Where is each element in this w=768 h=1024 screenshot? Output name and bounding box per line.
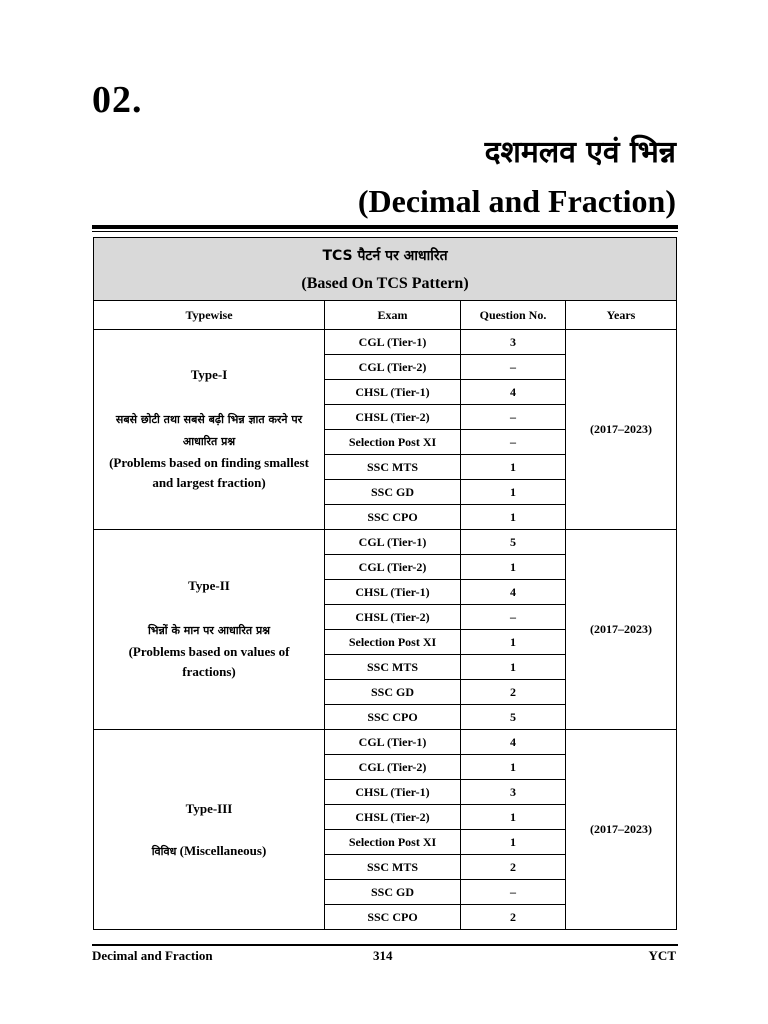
question-count-cell: 2 (461, 680, 566, 705)
exam-cell: SSC GD (325, 480, 461, 505)
table-body (94, 330, 677, 930)
type-label: Type-III (185, 800, 233, 816)
exam-cell: SSC CPO (325, 705, 461, 730)
footer-publisher: YCT (648, 948, 676, 963)
type-description-hindi: विविध (151, 844, 177, 858)
exam-cell: SSC CPO (325, 905, 461, 930)
question-count-cell: – (461, 430, 566, 455)
question-count-cell: 3 (461, 780, 566, 805)
exam-cell: CHSL (Tier-1) (325, 580, 461, 605)
question-count-cell: 1 (461, 480, 566, 505)
exam-cell: CHSL (Tier-1) (325, 780, 461, 805)
exam-cell: CHSL (Tier-2) (325, 405, 461, 430)
type-description (94, 843, 324, 859)
chapter-number: 02. (92, 79, 143, 121)
type-label: Type-I (190, 366, 228, 382)
footer-chapter-name: Decimal and Fraction (92, 948, 213, 963)
exam-cell: SSC GD (325, 680, 461, 705)
question-count-cell: 4 (461, 380, 566, 405)
exam-cell: SSC CPO (325, 505, 461, 530)
question-count-cell: – (461, 355, 566, 380)
exam-cell: CGL (Tier-1) (325, 530, 461, 555)
question-count-cell: 1 (461, 655, 566, 680)
question-count-cell: 5 (461, 705, 566, 730)
table-row (94, 530, 677, 555)
column-header-typewise: Typewise (94, 301, 325, 330)
question-count-cell: 1 (461, 505, 566, 530)
chapter-title-hindi: दशमलव एवं भिन्न (484, 135, 676, 170)
years-cell: (2017–2023) (566, 730, 677, 930)
type-description-english: (Problems based on finding smallest and largest fraction) (109, 454, 309, 490)
question-count-cell: 2 (461, 905, 566, 930)
exam-cell: CHSL (Tier-2) (325, 605, 461, 630)
type-label: Type-II (188, 577, 230, 593)
question-count-cell: 5 (461, 530, 566, 555)
question-count-cell: 1 (461, 805, 566, 830)
exam-cell: CGL (Tier-1) (325, 730, 461, 755)
question-count-cell: 1 (461, 755, 566, 780)
table-row (94, 730, 677, 755)
exam-cell: CHSL (Tier-2) (325, 805, 461, 830)
table-header-hindi: TCS पैटर्न पर आधारित (322, 247, 448, 264)
footer-page-number: 314 (373, 948, 393, 963)
column-header-question-no: Question No. (461, 301, 566, 330)
type-cell (94, 530, 325, 730)
question-count-cell: – (461, 605, 566, 630)
question-count-cell: 2 (461, 855, 566, 880)
question-count-cell: 1 (461, 630, 566, 655)
type-cell (94, 730, 325, 930)
column-header-exam: Exam (325, 301, 461, 330)
exam-cell: CGL (Tier-2) (325, 755, 461, 780)
column-header-years: Years (566, 301, 677, 330)
type-cell (94, 330, 325, 530)
exam-cell: SSC MTS (325, 855, 461, 880)
exam-cell: Selection Post XI (325, 430, 461, 455)
question-count-cell: – (461, 405, 566, 430)
tcs-pattern-table (93, 237, 677, 930)
exam-cell: CGL (Tier-2) (325, 555, 461, 580)
table-row (94, 330, 677, 355)
exam-cell: SSC MTS (325, 655, 461, 680)
years-cell: (2017–2023) (566, 330, 677, 530)
exam-cell: Selection Post XI (325, 630, 461, 655)
table-header-english: (Based On TCS Pattern) (301, 274, 469, 292)
question-count-cell: – (461, 880, 566, 905)
type-description-english: (Problems based on values of fractions) (128, 643, 290, 679)
exam-cell: CGL (Tier-2) (325, 355, 461, 380)
exam-cell: SSC MTS (325, 455, 461, 480)
type-description-hindi: सबसे छोटी तथा सबसे बढ़ी भिन्न ज्ञात करने पर आधारित प्रश्न (115, 412, 303, 448)
exam-cell: CGL (Tier-1) (325, 330, 461, 355)
exam-cell: SSC GD (325, 880, 461, 905)
type-description-english: (Miscellaneous) (179, 842, 267, 858)
footer-rule (92, 944, 678, 946)
question-count-cell: 1 (461, 555, 566, 580)
chapter-title-english: (Decimal and Fraction) (357, 183, 676, 219)
question-count-cell: 3 (461, 330, 566, 355)
title-rule-thin (92, 231, 678, 232)
question-count-cell: 4 (461, 730, 566, 755)
question-count-cell: 1 (461, 830, 566, 855)
exam-cell: CHSL (Tier-1) (325, 380, 461, 405)
question-count-cell: 1 (461, 455, 566, 480)
question-count-cell: 4 (461, 580, 566, 605)
title-rule (92, 225, 678, 229)
years-cell: (2017–2023) (566, 530, 677, 730)
type-description-hindi: भिन्नों के मान पर आधारित प्रश्न (147, 623, 271, 637)
table-header (94, 238, 677, 301)
exam-cell: Selection Post XI (325, 830, 461, 855)
